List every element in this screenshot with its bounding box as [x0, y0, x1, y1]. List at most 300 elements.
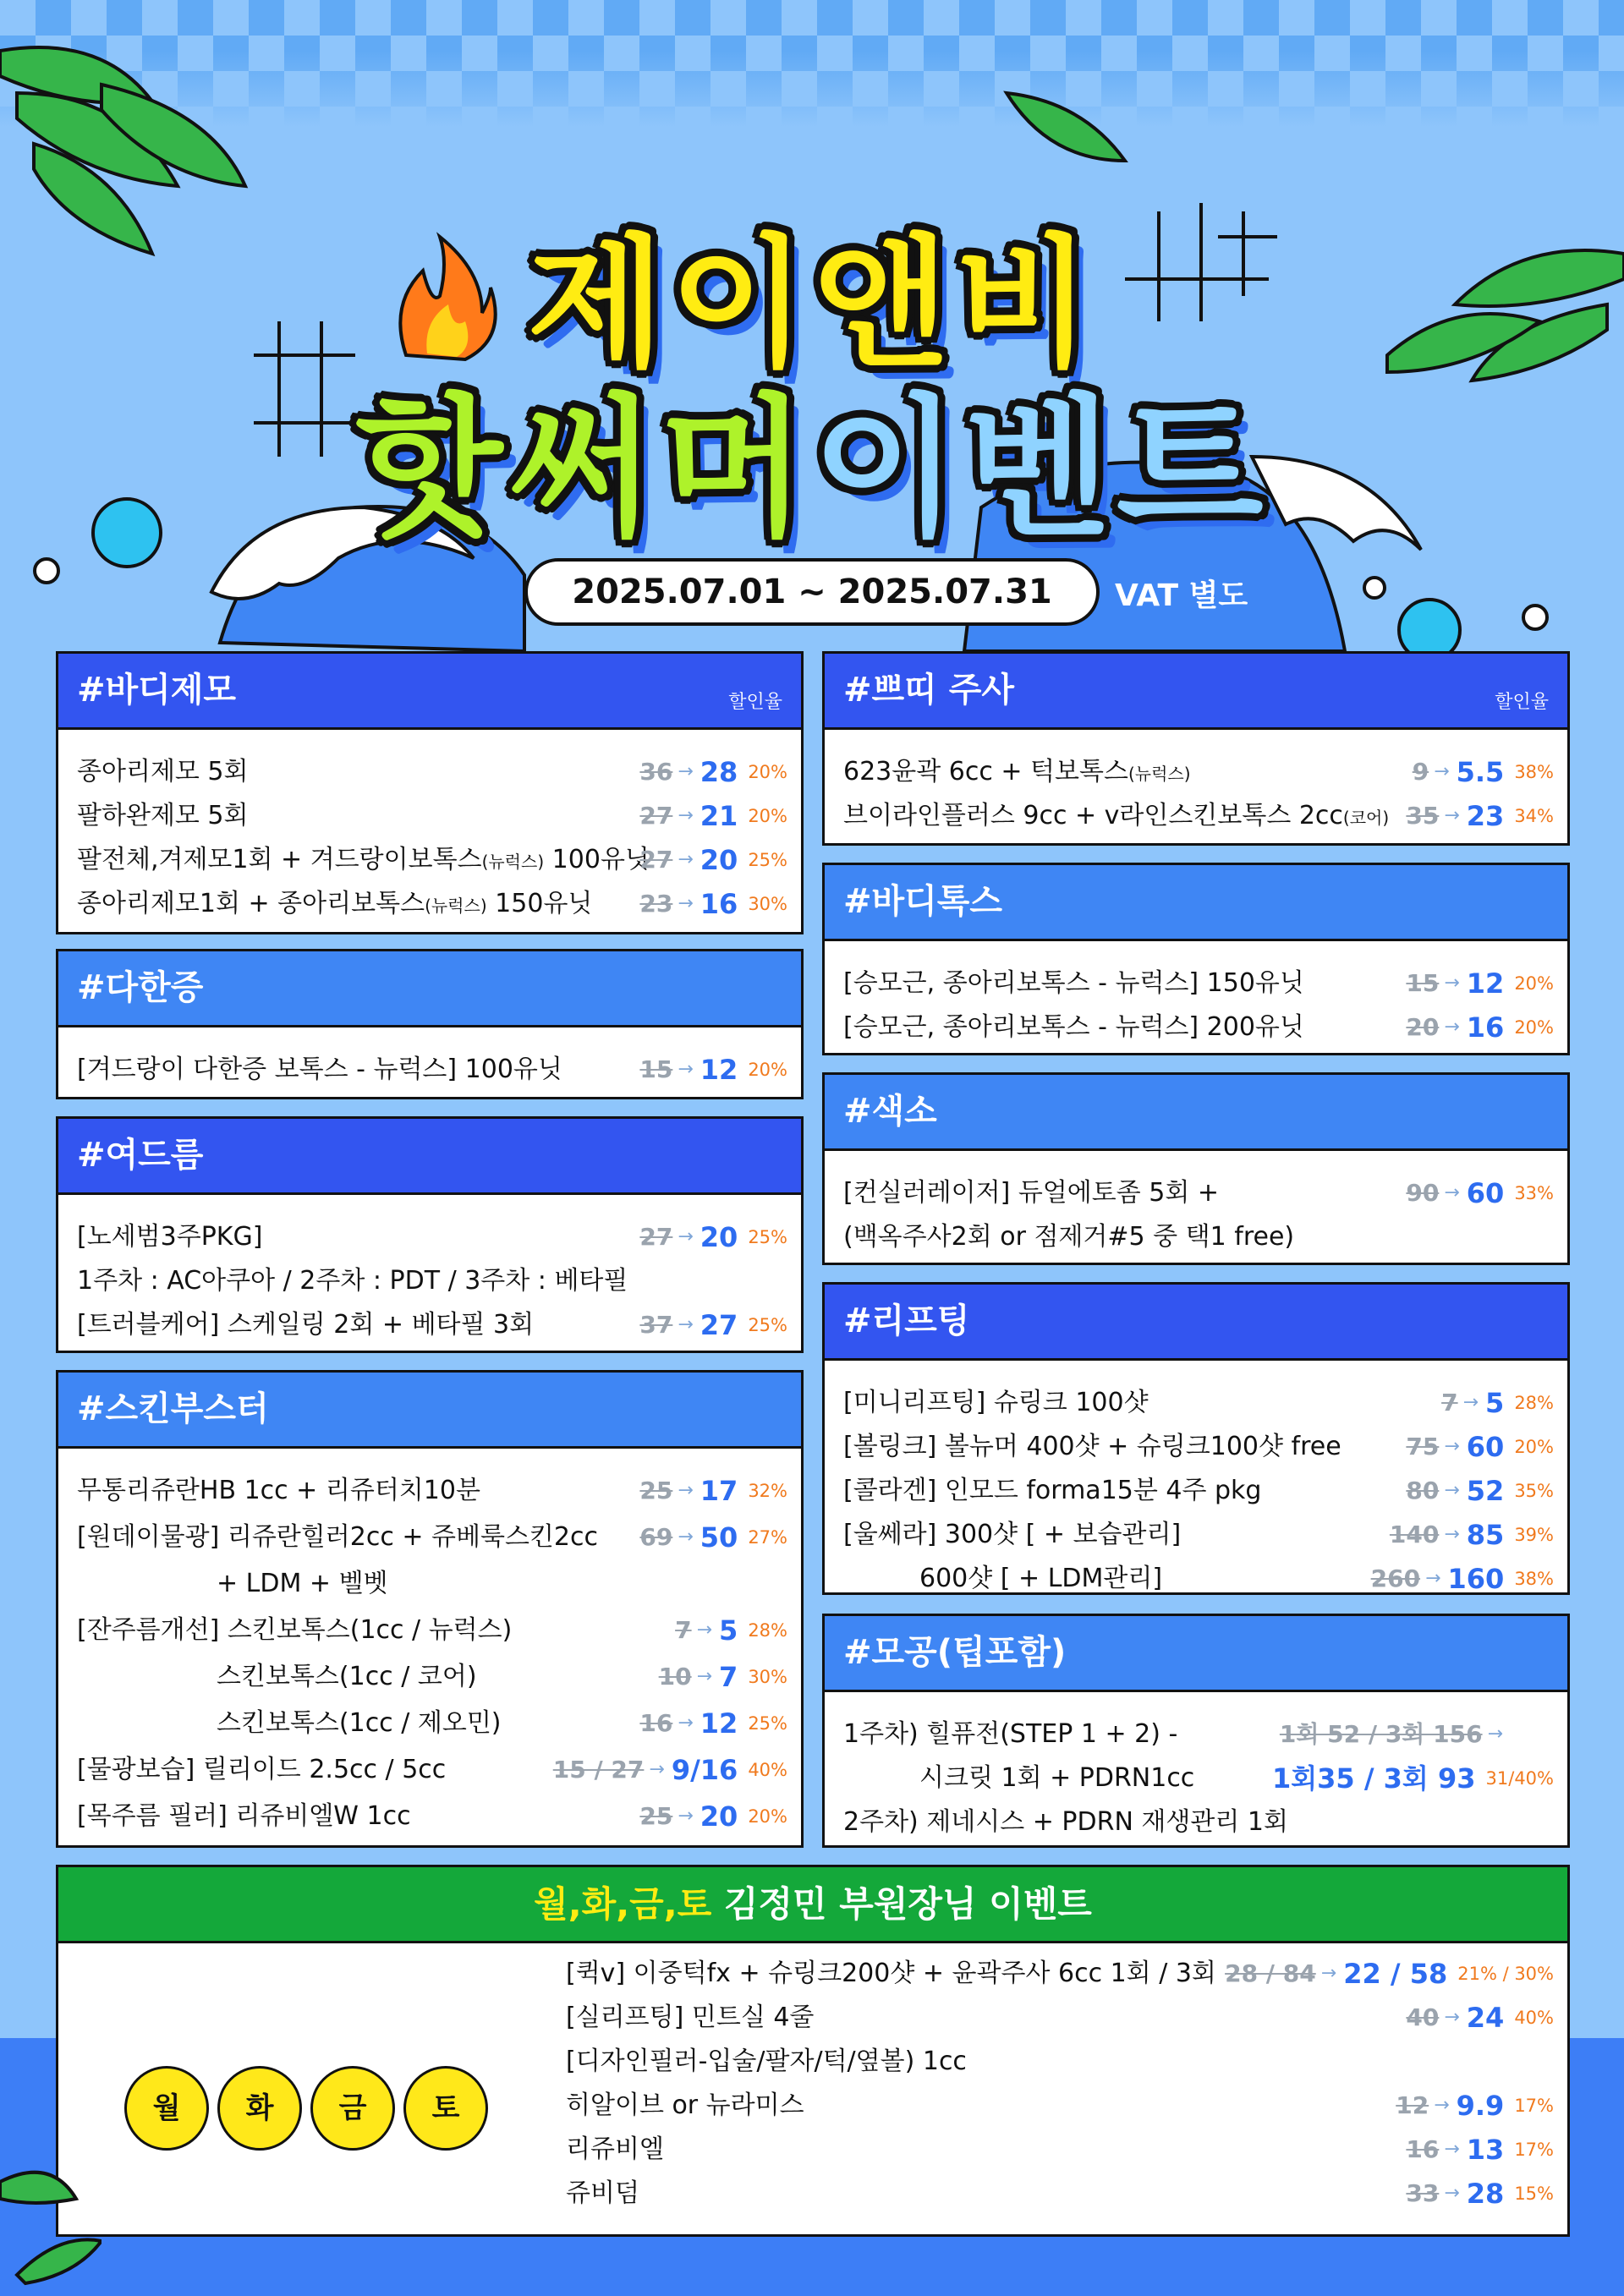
- discount-rate: 20%: [1514, 973, 1554, 994]
- price-row: [843, 1006, 1554, 1049]
- row-text-main: 종아리제모 5회: [77, 757, 249, 786]
- row-text: [843, 962, 1304, 1006]
- row-text: [77, 1048, 562, 1092]
- old-price: 25: [639, 1477, 673, 1504]
- row-text: [566, 2172, 639, 2216]
- arrow-right-icon: →: [1444, 2139, 1460, 2160]
- row-text: [843, 1381, 1149, 1425]
- old-price: 140: [1389, 1521, 1440, 1548]
- discount-rate: 20%: [748, 1060, 787, 1080]
- row-text: [217, 1562, 388, 1606]
- row-text: [77, 1515, 598, 1559]
- price-group: [639, 1515, 787, 1559]
- section-title: #바디제모: [77, 671, 237, 710]
- arrow-right-icon: →: [1462, 1392, 1479, 1413]
- row-text-tail: 100유닛: [544, 845, 650, 874]
- row-text: [843, 1425, 1341, 1469]
- row-text-tail: 150유닛: [486, 889, 593, 918]
- arrow-right-icon: →: [1444, 2183, 1460, 2204]
- old-price: 28 / 84: [1225, 1959, 1316, 1987]
- section-pigment: [822, 1072, 1570, 1265]
- price-group: [1396, 2084, 1554, 2128]
- title-line-1: 제이앤비: [527, 221, 1097, 386]
- arrow-right-icon: →: [678, 1806, 694, 1827]
- row-text-main: [노세범3주PKG]: [77, 1222, 263, 1252]
- price-row: [77, 1259, 787, 1303]
- discount-rate: 25%: [748, 850, 787, 870]
- discount-rate: 40%: [1514, 2008, 1554, 2028]
- price-row: [843, 1215, 1554, 1259]
- price-group: [1406, 794, 1554, 838]
- row-text: [77, 750, 249, 794]
- old-price: 35: [1406, 802, 1440, 830]
- arrow-right-icon: →: [1320, 1963, 1337, 1984]
- old-price: 33: [1406, 2179, 1440, 2207]
- old-price: 20: [1406, 1013, 1440, 1041]
- row-text-main: 2주차) 제네시스 + PDRN 재생관리 1회: [843, 1807, 1288, 1837]
- price-group: [1441, 1381, 1554, 1425]
- row-text: [843, 1800, 1288, 1844]
- arrow-right-icon: →: [678, 1480, 694, 1501]
- arrow-right-icon: →: [678, 761, 694, 782]
- price-row: [843, 1756, 1554, 1800]
- discount-rate: 33%: [1514, 1183, 1554, 1203]
- discount-rate: 31/40%: [1485, 1768, 1554, 1789]
- section-title: #스킨부스터: [77, 1389, 269, 1428]
- price-row: [77, 1655, 787, 1699]
- title-line-2: [0, 347, 1624, 565]
- price-group: [639, 750, 787, 794]
- old-price: 75: [1406, 1433, 1440, 1460]
- row-text: [843, 1215, 1294, 1259]
- row-text: [566, 1952, 1216, 1996]
- section-special-event: [56, 1865, 1570, 2237]
- price-group: [1225, 1952, 1554, 1996]
- arrow-right-icon: →: [649, 1759, 665, 1780]
- discount-rate: 35%: [1514, 1481, 1554, 1501]
- discount-rate: 17%: [1514, 2096, 1554, 2116]
- old-price: 15: [639, 1055, 673, 1083]
- event-days-title: 월,화,금,토: [534, 1883, 712, 1925]
- new-price: 50: [700, 1521, 738, 1553]
- section-header: [825, 654, 1567, 730]
- price-row: [77, 1469, 787, 1513]
- section-title: #리프팅: [843, 1301, 970, 1340]
- section-title: #쁘띠 주사: [843, 671, 1015, 710]
- price-group: [639, 1215, 787, 1259]
- leaf-icon: [1007, 93, 1125, 161]
- old-price: 16: [639, 1709, 673, 1737]
- discount-rate: 38%: [1514, 762, 1554, 782]
- new-price: 9.9: [1456, 2090, 1505, 2122]
- old-price: 27: [639, 846, 673, 874]
- price-group: [639, 794, 787, 838]
- row-text-main: [실리프팅] 민트실 4줄: [566, 2003, 815, 2032]
- price-group: [1406, 962, 1554, 1006]
- price-group: [1406, 1469, 1554, 1513]
- arrow-right-icon: →: [1444, 1436, 1460, 1457]
- discount-rate: 38%: [1514, 1569, 1554, 1589]
- price-group: [1371, 1557, 1554, 1601]
- price-group: [675, 1608, 787, 1652]
- row-text: [217, 1701, 502, 1745]
- row-text: [77, 1303, 534, 1347]
- arrow-right-icon: →: [678, 1712, 694, 1734]
- event-period: 2025.07.01 ~ 2025.07.31: [524, 558, 1100, 626]
- event-header: [58, 1867, 1567, 1943]
- row-text-main: [퀵v] 이중턱fx + 슈링크200샷 + 윤곽주사 6cc 1회 / 3회: [566, 1959, 1216, 1988]
- old-price: 15: [1406, 969, 1440, 997]
- arrow-right-icon: →: [1487, 1723, 1503, 1745]
- discount-rate: 27%: [748, 1527, 787, 1548]
- row-text-main: [트러블케어] 스케일링 2회 + 베타필 3회: [77, 1310, 535, 1340]
- new-price: 24: [1466, 2002, 1505, 2034]
- discount-rate-label: 할인율: [1495, 692, 1549, 713]
- row-text-main: 종아리제모1회 + 종아리보톡스: [77, 889, 425, 918]
- price-row: [77, 1795, 787, 1838]
- arrow-right-icon: →: [1425, 1568, 1441, 1589]
- row-text: [77, 1469, 480, 1513]
- new-price: 16: [700, 888, 738, 920]
- old-price: 37: [639, 1311, 673, 1339]
- old-price: 36: [639, 758, 673, 786]
- price-row: [77, 1748, 787, 1792]
- old-price: 16: [1406, 2135, 1440, 2163]
- price-row: [843, 794, 1554, 838]
- new-price: 52: [1466, 1475, 1505, 1507]
- event-title-rest: 김정민 부원장님 이벤트: [711, 1883, 1092, 1925]
- section-body-hair: [56, 651, 804, 934]
- new-price: 5: [1485, 1387, 1505, 1419]
- row-text-main: 스킨보톡스(1cc / 제오민): [217, 1708, 502, 1738]
- row-text-main: 리쥬비엘: [566, 2134, 664, 2164]
- row-text: [566, 2040, 967, 2084]
- price-group: [659, 1655, 787, 1699]
- price-group: [1270, 1756, 1554, 1800]
- discount-rate: 20%: [748, 1806, 787, 1827]
- row-text: [77, 1215, 262, 1259]
- price-group: [1280, 1712, 1554, 1756]
- discount-rate: 15%: [1514, 2184, 1554, 2204]
- section-header: [58, 654, 801, 730]
- old-price: 260: [1370, 1564, 1421, 1592]
- row-text-main: [컨실러레이저] 듀얼에토좀 5회 +: [843, 1178, 1219, 1208]
- row-text: [843, 1469, 1261, 1513]
- arrow-right-icon: →: [678, 1526, 694, 1548]
- day-circle-tue: 화: [217, 2066, 302, 2151]
- discount-rate: 30%: [748, 1667, 787, 1687]
- new-price: 17: [700, 1475, 738, 1507]
- price-group: [639, 838, 787, 882]
- section-hyperhidrosis: [56, 949, 804, 1099]
- section-title: #여드름: [77, 1136, 204, 1175]
- old-price: 27: [639, 802, 673, 830]
- row-text: [843, 1712, 1177, 1756]
- price-row: [566, 2172, 1554, 2216]
- row-text: [843, 1513, 1181, 1557]
- price-group: [639, 882, 787, 926]
- discount-rate: 20%: [1514, 1017, 1554, 1038]
- row-text-main: 1주차) 힐퓨전(STEP 1 + 2) -: [843, 1719, 1178, 1749]
- price-group: [1406, 2172, 1554, 2216]
- row-text: [77, 794, 249, 838]
- arrow-right-icon: →: [696, 1619, 713, 1641]
- price-group: [553, 1748, 787, 1792]
- arrow-right-icon: →: [1434, 2095, 1450, 2116]
- title-event: 이벤트: [812, 381, 1269, 557]
- row-text-main: 쥬비덤: [566, 2178, 639, 2208]
- old-price: 90: [1406, 1179, 1440, 1207]
- section-title: #바디톡스: [843, 882, 1003, 921]
- section-header: [825, 1285, 1567, 1361]
- row-text-main: [미니리프팅] 슈링크 100샷: [843, 1388, 1149, 1417]
- price-row: [843, 1513, 1554, 1557]
- new-price: 12: [700, 1054, 738, 1086]
- row-text-main: 623윤곽 6cc + 턱보톡스: [843, 757, 1128, 786]
- arrow-right-icon: →: [678, 1314, 694, 1335]
- arrow-right-icon: →: [1444, 1524, 1460, 1545]
- price-row: [843, 1381, 1554, 1425]
- row-text: [77, 838, 650, 884]
- price-row: [77, 1562, 787, 1606]
- new-price: 28: [700, 756, 738, 788]
- row-text-main: 1주차 : AC아쿠아 / 2주차 : PDT / 3주차 : 베타필: [77, 1266, 628, 1296]
- row-text-main: [잔주름개선] 스킨보톡스(1cc / 뉴럭스): [77, 1615, 513, 1645]
- row-text-brand: (뉴럭스): [481, 852, 545, 872]
- leaf-icon: [0, 2148, 102, 2296]
- price-row: [77, 1701, 787, 1745]
- row-text-main: [울쎄라] 300샷 [ + 보습관리]: [843, 1520, 1182, 1549]
- row-text-main: [물광보습] 릴리이드 2.5cc / 5cc: [77, 1755, 447, 1784]
- old-price: 1회 52 / 3회 156: [1279, 1720, 1483, 1748]
- vat-note: VAT 별도: [1115, 578, 1248, 613]
- row-text: [843, 1006, 1304, 1049]
- price-row: [77, 750, 787, 794]
- price-row: [843, 1712, 1554, 1756]
- section-injection: [822, 651, 1570, 846]
- old-price: 69: [639, 1523, 673, 1551]
- old-price: 7: [675, 1616, 692, 1644]
- arrow-right-icon: →: [1444, 2007, 1460, 2028]
- row-text: [843, 1171, 1219, 1215]
- row-text-main: 팔하완제모 5회: [77, 801, 249, 830]
- day-circle-sat: 토: [403, 2066, 488, 2151]
- price-group: [639, 1795, 787, 1838]
- discount-rate: 25%: [748, 1315, 787, 1335]
- row-text: [566, 2084, 804, 2128]
- price-group: [1406, 2128, 1554, 2172]
- discount-rate: 20%: [1514, 1437, 1554, 1457]
- price-row: [77, 794, 787, 838]
- discount-rate: 32%: [748, 1481, 787, 1501]
- row-text-main: [볼링크] 볼뉴머 400샷 + 슈링크100샷 free: [843, 1432, 1341, 1461]
- new-price: 5: [719, 1614, 738, 1647]
- section-acne: [56, 1116, 804, 1353]
- old-price: 12: [1396, 2091, 1429, 2119]
- discount-rate: 34%: [1514, 806, 1554, 826]
- row-text: [566, 1996, 814, 2040]
- price-row: [566, 1952, 1554, 1996]
- section-header: [58, 1373, 801, 1449]
- new-price: 20: [700, 1221, 738, 1253]
- row-text-main: 히알이브 or 뉴라미스: [566, 2091, 804, 2120]
- arrow-right-icon: →: [1444, 805, 1460, 826]
- new-price: 12: [700, 1707, 738, 1740]
- new-price: 12: [1466, 967, 1505, 1000]
- old-price: 25: [639, 1802, 673, 1830]
- arrow-right-icon: →: [1444, 1182, 1460, 1203]
- arrow-right-icon: →: [678, 1059, 694, 1080]
- arrow-right-icon: →: [1444, 1480, 1460, 1501]
- discount-rate-label: 할인율: [728, 692, 782, 713]
- old-price: 40: [1406, 2003, 1440, 2031]
- price-row: [566, 1996, 1554, 2040]
- row-text: [77, 882, 592, 928]
- price-group: [1406, 1996, 1554, 2040]
- row-text-main: [원데이물광] 리쥬란힐러2cc + 쥬베룩스킨2cc: [77, 1522, 599, 1552]
- price-row: [77, 882, 787, 926]
- row-text: [77, 1748, 446, 1792]
- row-text: [77, 1608, 512, 1652]
- new-price: 23: [1466, 800, 1505, 832]
- row-text-main: [승모근, 종아리보톡스 - 뉴럭스] 200유닛: [843, 1012, 1304, 1042]
- old-price: 15 / 27: [552, 1756, 645, 1784]
- price-group: [639, 1048, 787, 1092]
- price-group: [639, 1303, 787, 1347]
- row-text-main: [겨드랑이 다한증 보톡스 - 뉴럭스] 100유닛: [77, 1055, 562, 1084]
- new-price: 160: [1447, 1563, 1505, 1595]
- price-row: [77, 1215, 787, 1259]
- row-text: [217, 1655, 477, 1699]
- row-text: [77, 1259, 628, 1303]
- discount-rate: 21% / 30%: [1457, 1964, 1554, 1984]
- row-text: [919, 1557, 1162, 1601]
- new-price: 1회35 / 3회 93: [1271, 1762, 1476, 1795]
- row-text-brand: (뉴럭스): [425, 896, 487, 916]
- price-group: [1406, 1006, 1554, 1049]
- old-price: 80: [1406, 1477, 1440, 1504]
- row-text-main: 팔전체,겨제모1회 + 겨드랑이보톡스: [77, 845, 482, 874]
- old-price: 23: [639, 890, 673, 918]
- row-text-main: 무통리쥬란HB 1cc + 리쥬터치10분: [77, 1476, 480, 1505]
- title-hot-summer: 핫써머: [355, 381, 812, 557]
- price-row: [77, 838, 787, 882]
- discount-rate: 28%: [748, 1620, 787, 1641]
- price-row: [843, 962, 1554, 1006]
- new-price: 60: [1466, 1177, 1505, 1209]
- section-lifting: [822, 1282, 1570, 1595]
- day-circle-fri: 금: [310, 2066, 395, 2151]
- section-header: [58, 1119, 801, 1195]
- arrow-right-icon: →: [678, 1226, 694, 1247]
- discount-rate: 20%: [748, 806, 787, 826]
- section-skin-booster: [56, 1370, 804, 1848]
- price-row: [77, 1303, 787, 1347]
- row-text-main: [디자인필러-입술/팔자/턱/옆볼) 1cc: [566, 2047, 967, 2076]
- new-price: 85: [1466, 1519, 1505, 1551]
- row-text-main: [콜라겐] 인모드 forma15분 4주 pkg: [843, 1476, 1262, 1505]
- discount-rate: 25%: [748, 1713, 787, 1734]
- arrow-right-icon: →: [678, 805, 694, 826]
- row-text: [843, 794, 1389, 840]
- section-header: [825, 1616, 1567, 1692]
- row-text: [843, 750, 1191, 796]
- price-row: [843, 750, 1554, 794]
- old-price: 9: [1412, 758, 1429, 786]
- price-row: [566, 2128, 1554, 2172]
- price-row: [77, 1048, 787, 1092]
- price-group: [1406, 1425, 1554, 1469]
- arrow-right-icon: →: [678, 893, 694, 914]
- row-text: [919, 1756, 1194, 1800]
- section-body-botox: [822, 863, 1570, 1055]
- new-price: 5.5: [1456, 756, 1505, 788]
- new-price: 20: [700, 844, 738, 876]
- section-title: #다한증: [77, 968, 204, 1007]
- old-price: 7: [1441, 1389, 1458, 1417]
- bubble-icon: [1523, 606, 1547, 629]
- new-price: 28: [1466, 2178, 1505, 2210]
- arrow-right-icon: →: [1444, 1016, 1460, 1038]
- arrow-right-icon: →: [696, 1666, 713, 1687]
- section-pore: [822, 1614, 1570, 1848]
- arrow-right-icon: →: [678, 849, 694, 870]
- section-header: [58, 951, 801, 1027]
- new-price: 22 / 58: [1343, 1958, 1448, 1990]
- row-text-brand: (코어): [1342, 808, 1390, 828]
- row-text: [566, 2128, 664, 2172]
- new-price: 16: [1466, 1011, 1505, 1044]
- row-text-brand: (뉴럭스): [1127, 764, 1191, 784]
- price-row: [843, 1171, 1554, 1215]
- discount-rate: 20%: [748, 762, 787, 782]
- price-row: [843, 1425, 1554, 1469]
- discount-rate: 40%: [748, 1760, 787, 1780]
- section-title: #모공(팁포함): [843, 1633, 1067, 1672]
- row-text-main: 브이라인플러스 9cc + v라인스킨보톡스 2cc: [843, 801, 1343, 830]
- price-row: [566, 2040, 1554, 2084]
- old-price: 10: [658, 1663, 692, 1690]
- arrow-right-icon: →: [1434, 761, 1450, 782]
- section-title: #색소: [843, 1092, 937, 1131]
- discount-rate: 30%: [748, 894, 787, 914]
- discount-rate: 25%: [748, 1227, 787, 1247]
- new-price: 21: [700, 800, 738, 832]
- bubble-icon: [1364, 578, 1385, 598]
- row-text-main: + LDM + 벨벳: [217, 1569, 388, 1598]
- new-price: 7: [719, 1661, 738, 1693]
- row-text-main: (백옥주사2회 or 점제거#5 중 택1 free): [843, 1222, 1295, 1252]
- price-row: [77, 1515, 787, 1559]
- day-circle-mon: 월: [124, 2066, 209, 2151]
- row-text-main: [승모근, 종아리보톡스 - 뉴럭스] 150유닛: [843, 968, 1304, 998]
- row-text: [77, 1795, 411, 1838]
- new-price: 13: [1466, 2134, 1505, 2166]
- row-text-main: [목주름 필러] 리쥬비엘W 1cc: [77, 1801, 411, 1831]
- section-header: [825, 1075, 1567, 1151]
- discount-rate: 39%: [1514, 1525, 1554, 1545]
- arrow-right-icon: →: [1444, 973, 1460, 994]
- price-row: [843, 1469, 1554, 1513]
- discount-rate: 17%: [1514, 2140, 1554, 2160]
- price-row: [566, 2084, 1554, 2128]
- row-text-main: 600샷 [ + LDM관리]: [919, 1564, 1163, 1593]
- row-text-main: 시크릿 1회 + PDRN1cc: [919, 1763, 1195, 1793]
- new-price: 20: [700, 1800, 738, 1833]
- price-group: [1406, 1171, 1554, 1215]
- row-text-main: 스킨보톡스(1cc / 코어): [217, 1662, 477, 1691]
- new-price: 27: [700, 1309, 738, 1341]
